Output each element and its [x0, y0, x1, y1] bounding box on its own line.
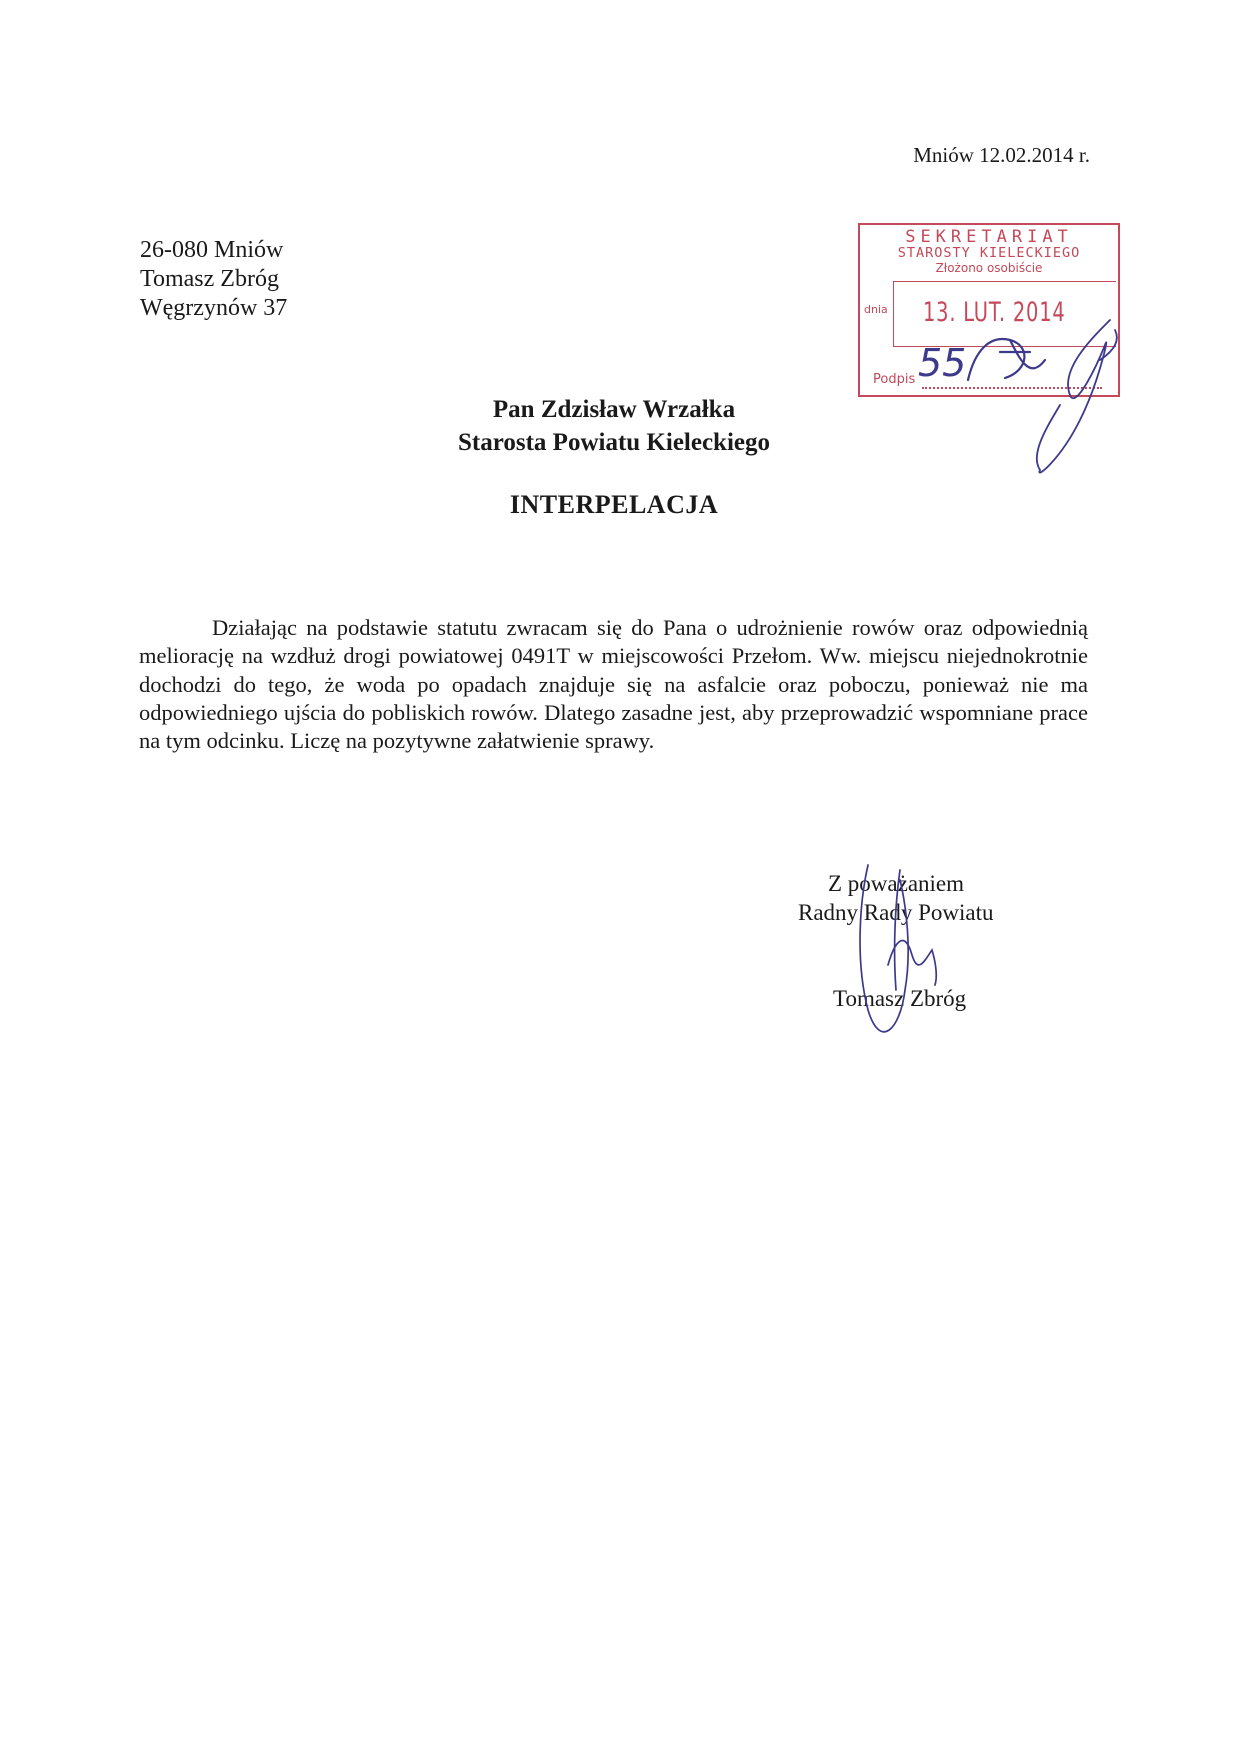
- recipient-title: Starosta Powiatu Kieleckiego: [458, 429, 770, 456]
- stamp-line1: SEKRETARIAT: [905, 227, 1073, 247]
- sender-postal: 26-080 Mniów: [140, 237, 284, 263]
- sender-address: [140, 236, 287, 323]
- closing-name: Tomasz Zbróg: [833, 986, 967, 1011]
- closing-greeting: Z poważaniem: [828, 871, 965, 896]
- registry-stamp: [858, 223, 1120, 397]
- stamp-date-label: dnia: [864, 303, 888, 316]
- stamp-signature-line: [922, 375, 1102, 389]
- stamp-line3: Złożono osobiście: [935, 261, 1043, 275]
- closing-role: Radny Rady Powiatu: [798, 900, 994, 925]
- recipient-block: [0, 393, 1228, 459]
- sender-name: Tomasz Zbróg: [140, 266, 279, 292]
- place-and-date: Mniów 12.02.2014 r.: [913, 143, 1090, 167]
- recipient-name: Pan Zdzisław Wrzałka: [492, 396, 736, 423]
- stamp-line2: STAROSTY KIELECKIEGO: [897, 245, 1081, 261]
- sender-street: Węgrzynów 37: [140, 295, 288, 321]
- document-title: INTERPELACJA: [509, 490, 719, 519]
- stamp-number-text: 55: [918, 341, 967, 385]
- stamp-date: 13. LUT. 2014: [923, 297, 1066, 328]
- body-paragraph: Działając na podstawie statutu zwracam się do Pana o udrożnienie rowów oraz odpowiednią meliorację na wzdłuż drogi powiatowej 0491T w miejscowości Przełom. Ww. miejscu niejednokrotnie dochodzi do tego, że woda po opadach znajduje się na asfalcie oraz poboczu, ponieważ nie ma odpowiedniego ujścia do pobliskich rowów. Dlatego zasadne jest, aby przeprowadzić wspomniane prace na tym odcinku. Liczę na pozytywne załatwienie sprawy.: [139, 615, 1088, 754]
- stamp-signature-label: Podpis: [873, 372, 916, 387]
- closing-block: [798, 869, 994, 1013]
